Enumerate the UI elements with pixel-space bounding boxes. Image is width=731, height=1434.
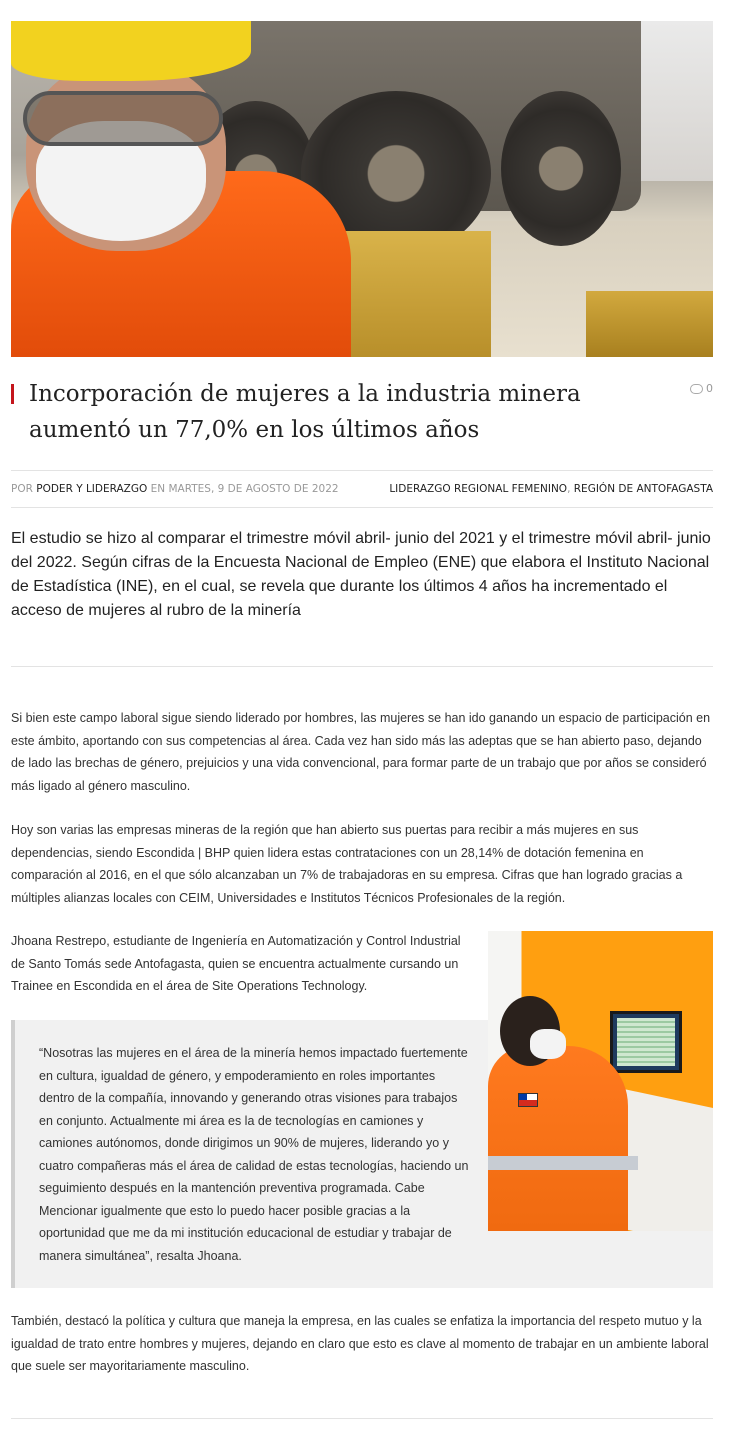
worker-photo <box>488 931 713 1231</box>
title-accent-bar <box>11 384 14 404</box>
on-label: EN <box>150 483 166 495</box>
category-separator: , <box>567 483 571 495</box>
categories <box>389 483 713 495</box>
divider <box>11 666 713 667</box>
paragraph-2: Hoy son varias las empresas mineras de la región que han abierto sus puertas para recibir a más mujeres en sus dependencias, siendo Escondida | BHP quien lidera estas contrataciones con un 28,14% de dotación femenina en comparación al 2016, en el que sólo alcanzaban un 7% de trabajadoras en su empresa. Cifras que han logrado gracias a múltiples alianzas locales con CEIM, Universidades e Institutos Técnicos Profesionales de la región. <box>11 823 683 905</box>
author-link[interactable]: PODER Y LIDERAZGO <box>36 483 148 495</box>
comment-count: 0 <box>706 382 713 395</box>
article-meta <box>11 470 713 508</box>
divider-bottom <box>11 1418 713 1419</box>
comments-link[interactable] <box>690 382 713 395</box>
by-label: POR <box>11 483 33 495</box>
article-title: Incorporación de mujeres a la industria minera aumentó un 77,0% en los últimos años <box>29 381 581 443</box>
hero-image <box>11 21 713 357</box>
comment-icon <box>690 384 703 394</box>
category-link-2[interactable]: REGIÓN DE ANTOFAGASTA <box>573 483 713 495</box>
chile-flag-icon <box>518 1093 538 1107</box>
publish-date: MARTES, 9 DE AGOSTO DE 2022 <box>168 483 339 495</box>
monitor <box>610 1011 682 1073</box>
byline <box>11 483 339 495</box>
category-link-1[interactable]: LIDERAZGO REGIONAL FEMENINO <box>389 483 568 495</box>
article-lead: El estudio se hizo al comparar el trimestre móvil abril- junio del 2021 y el trimestre móvil abril- junio del 2022. Según cifras de la Encuesta Nacional de Empleo (ENE) que elabora el Instituto Nacional de Estadística (INE), en el cual, se revela que durante los últimos 4 años ha incrementado el acceso de mujeres al rubro de la minería <box>11 530 711 619</box>
paragraph-1: Si bien este campo laboral sigue siendo liderado por hombres, las mujeres se han ido ganando un espacio de participación en este ámbito, aportando con sus competencias al área. Cada vez han sido más las adeptas que se han abierto paso, dejando de lado las brechas de género, prejuicios y una vida convencional, para formar parte de un trabajo que por años se consideró más ligado al género masculino. <box>11 711 711 793</box>
paragraph-3: Jhoana Restrepo, estudiante de Ingeniería en Automatización y Control Industrial de Santo Tomás sede Antofagasta, quien se encuentra actualmente cursando un Trainee en Escondida en el área de Site Operations Technology. <box>11 934 461 993</box>
article-header <box>11 380 713 450</box>
paragraph-4: También, destacó la política y cultura que maneja la empresa, en las cuales se enfatiza la importancia del respeto mutuo y la igualdad de trato entre hombres y mujeres, dejando en claro que esto es clave al momento de trabajar en un ambiente laboral que suele ser mayoritariamente masculino. <box>11 1314 709 1373</box>
quote-text: “Nosotras las mujeres en el área de la minería hemos impactado fuertemente en cultura, igualdad de género, y empoderamiento en roles importantes dentro de la compañía, innovando y generando otras visiones para trabajos en conjunto. Actualmente mi área es la de tecnologías en camiones y camiones autónomos, donde dirigimos un 90% de mujeres, liderando yo y cuatro compañeras más el área de calidad de estas tecnologías, haciendo un seguimiento después en la mantención preventiva programada. Cabe Mencionar igualmente que esto lo puedo hacer posible gracias a la oportunidad que me da mi institución educacional de estudiar y trabajar de manera simultánea”, resalta Jhoana. <box>39 1046 469 1263</box>
